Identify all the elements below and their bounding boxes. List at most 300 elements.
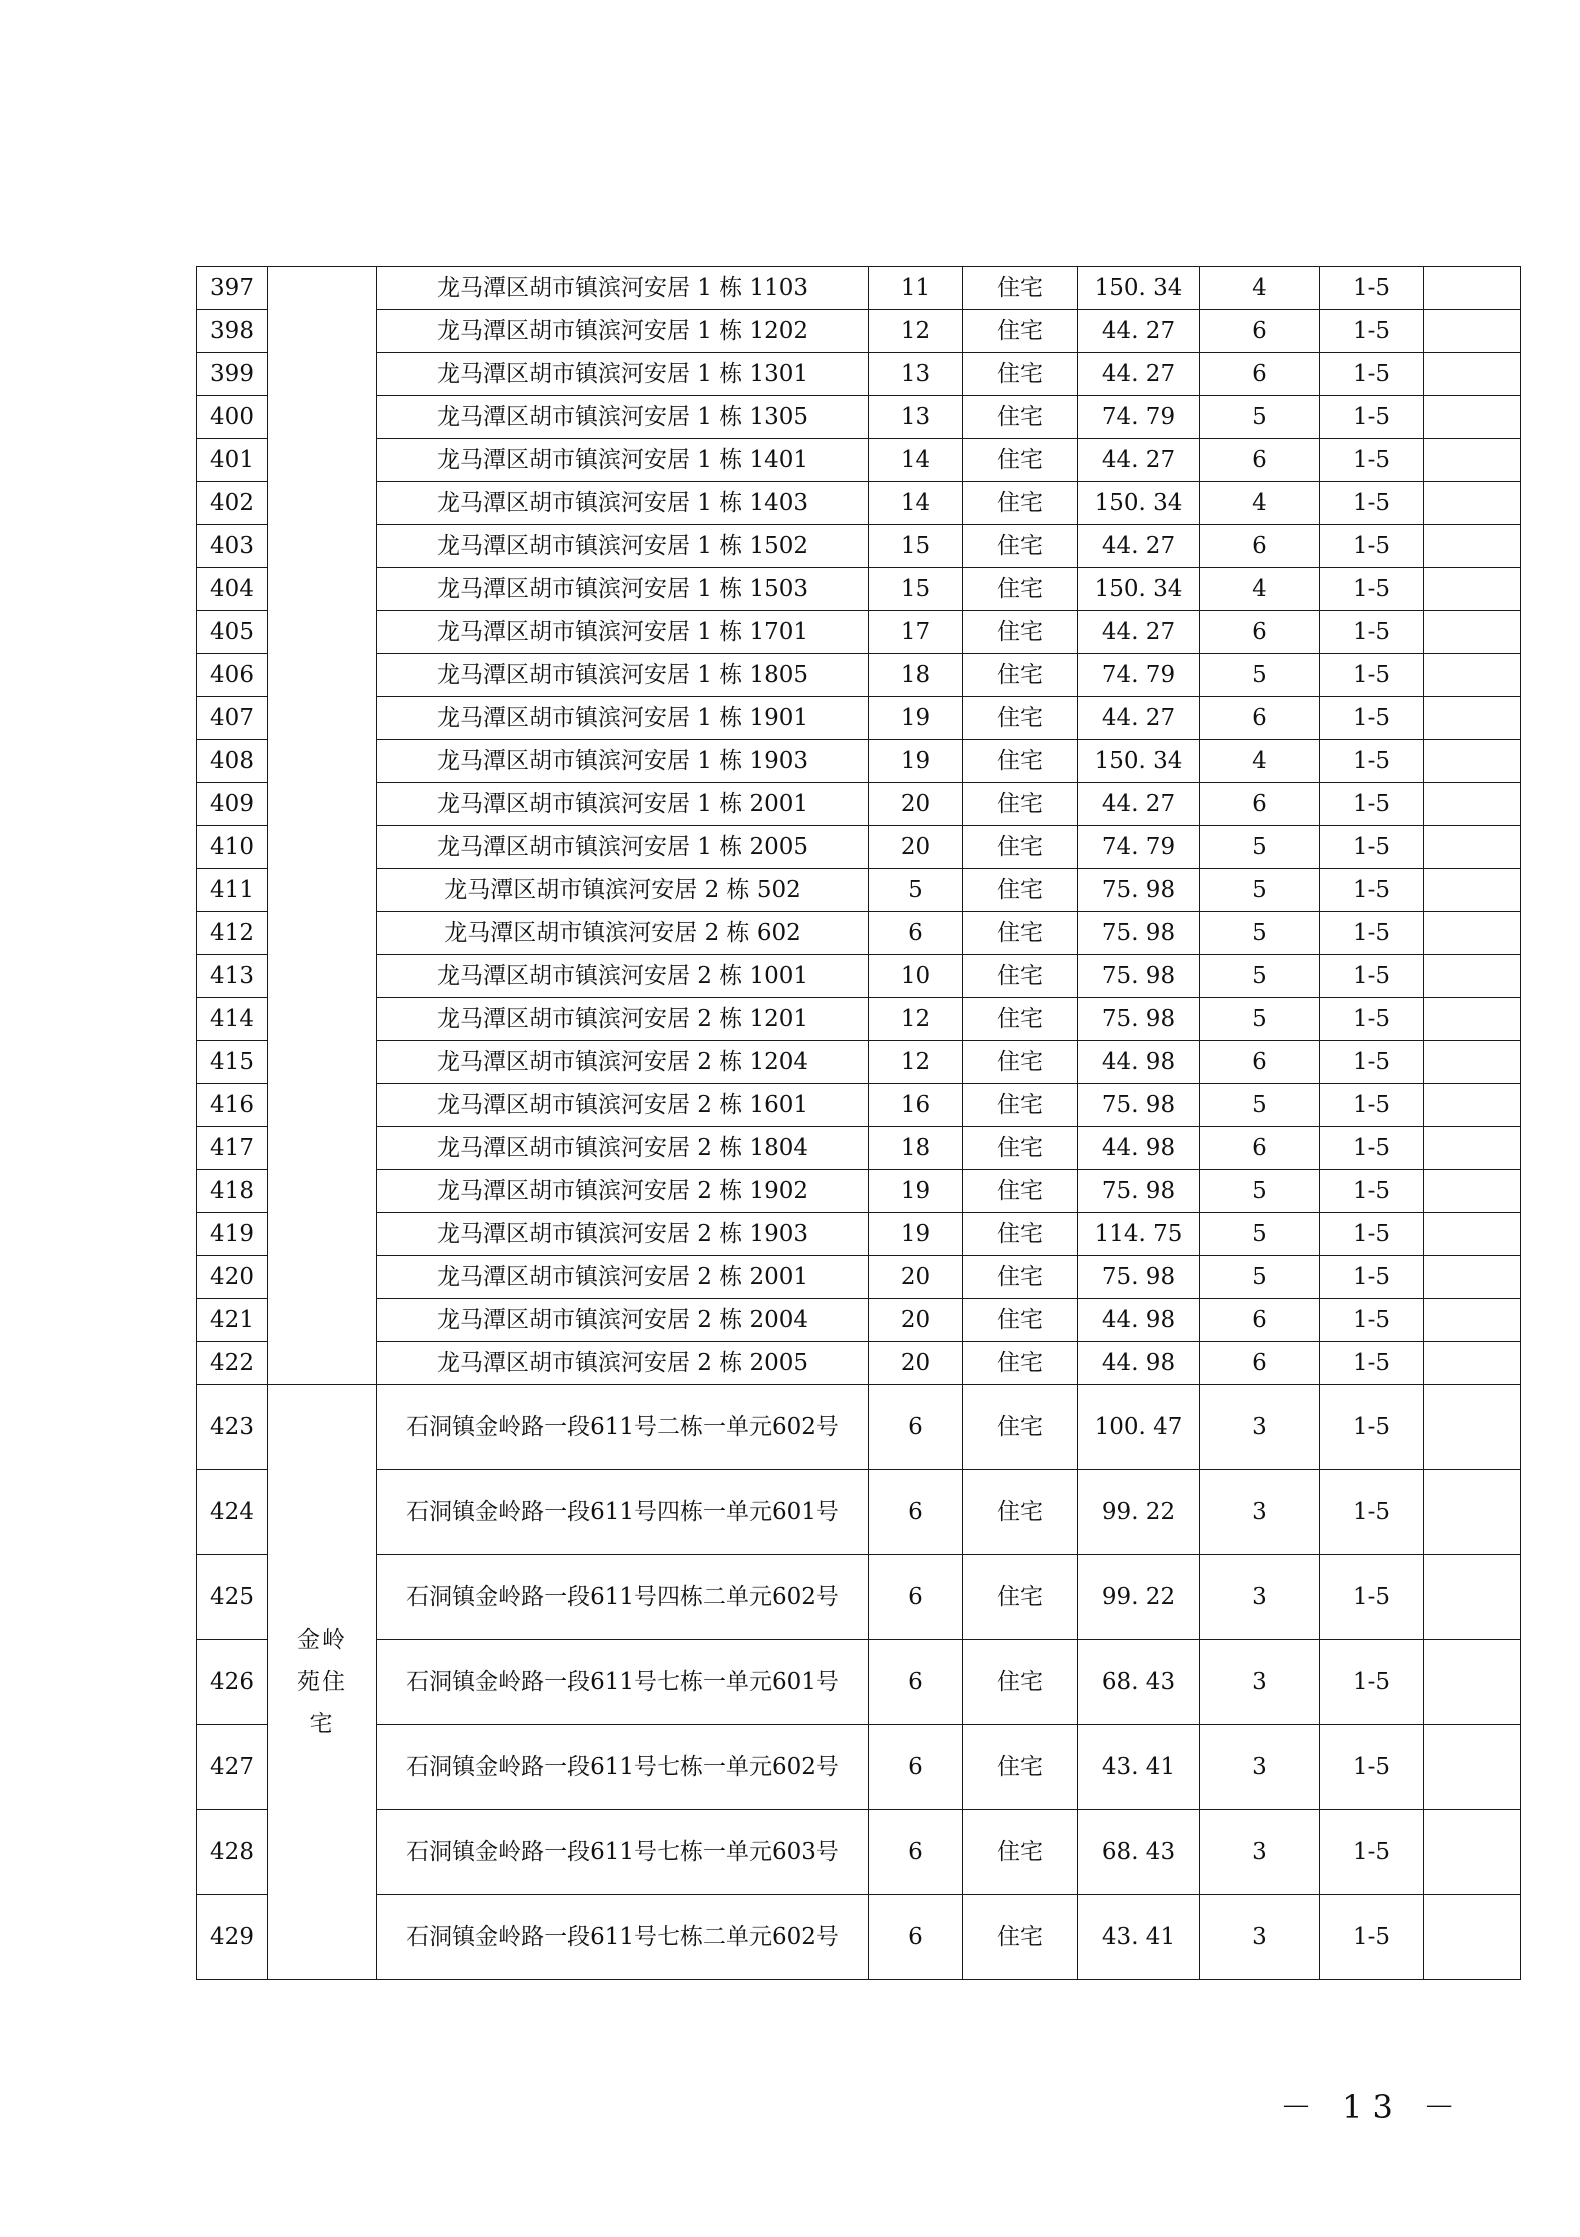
cell-note — [1424, 439, 1521, 482]
cell-grade: 5 — [1200, 654, 1320, 697]
cell-grade: 3 — [1200, 1725, 1320, 1810]
cell-range: 1-5 — [1320, 783, 1424, 826]
cell-floor: 12 — [869, 998, 963, 1041]
cell-floor: 6 — [869, 1725, 963, 1810]
cell-number: 419 — [197, 1213, 268, 1256]
cell-use: 住宅 — [963, 267, 1078, 310]
cell-grade: 5 — [1200, 912, 1320, 955]
cell-address: 龙马潭区胡市镇滨河安居 2 栋 602 — [377, 912, 869, 955]
cell-note — [1424, 267, 1521, 310]
cell-address: 龙马潭区胡市镇滨河安居 2 栋 1903 — [377, 1213, 869, 1256]
cell-floor: 6 — [869, 912, 963, 955]
page-number: － 13 － — [1280, 2088, 1466, 2126]
cell-use: 住宅 — [963, 1170, 1078, 1213]
cell-area: 75. 98 — [1078, 869, 1200, 912]
cell-use: 住宅 — [963, 869, 1078, 912]
table-row — [197, 869, 1521, 912]
cell-area: 100. 47 — [1078, 1385, 1200, 1470]
table-row — [197, 482, 1521, 525]
cell-address: 龙马潭区胡市镇滨河安居 2 栋 1201 — [377, 998, 869, 1041]
table-row — [197, 1470, 1521, 1555]
cell-floor: 15 — [869, 525, 963, 568]
cell-use: 住宅 — [963, 1342, 1078, 1385]
cell-number: 411 — [197, 869, 268, 912]
cell-floor: 14 — [869, 439, 963, 482]
cell-area: 74. 79 — [1078, 396, 1200, 439]
cell-use: 住宅 — [963, 697, 1078, 740]
cell-address: 龙马潭区胡市镇滨河安居 1 栋 1502 — [377, 525, 869, 568]
cell-range: 1-5 — [1320, 1213, 1424, 1256]
table-row — [197, 1342, 1521, 1385]
cell-grade: 6 — [1200, 1041, 1320, 1084]
cell-use: 住宅 — [963, 783, 1078, 826]
cell-range: 1-5 — [1320, 1895, 1424, 1980]
cell-area: 44. 98 — [1078, 1041, 1200, 1084]
cell-address: 石洞镇金岭路一段611号七栋二单元602号 — [377, 1895, 869, 1980]
cell-address: 龙马潭区胡市镇滨河安居 1 栋 2001 — [377, 783, 869, 826]
cell-number: 401 — [197, 439, 268, 482]
table-row — [197, 267, 1521, 310]
table-row — [197, 697, 1521, 740]
table-row — [197, 1084, 1521, 1127]
cell-grade: 5 — [1200, 826, 1320, 869]
cell-use: 住宅 — [963, 955, 1078, 998]
cell-number: 421 — [197, 1299, 268, 1342]
cell-floor: 20 — [869, 1342, 963, 1385]
table-row — [197, 912, 1521, 955]
cell-use: 住宅 — [963, 353, 1078, 396]
table-row — [197, 568, 1521, 611]
cell-range: 1-5 — [1320, 396, 1424, 439]
cell-use: 住宅 — [963, 1041, 1078, 1084]
table-row — [197, 826, 1521, 869]
cell-address: 龙马潭区胡市镇滨河安居 2 栋 1601 — [377, 1084, 869, 1127]
cell-number: 398 — [197, 310, 268, 353]
cell-range: 1-5 — [1320, 1084, 1424, 1127]
cell-grade: 4 — [1200, 568, 1320, 611]
cell-range: 1-5 — [1320, 525, 1424, 568]
cell-grade: 6 — [1200, 1299, 1320, 1342]
table-row — [197, 439, 1521, 482]
cell-grade: 3 — [1200, 1895, 1320, 1980]
cell-area: 74. 79 — [1078, 826, 1200, 869]
table-row — [197, 1213, 1521, 1256]
cell-number: 414 — [197, 998, 268, 1041]
cell-floor: 16 — [869, 1084, 963, 1127]
cell-grade: 5 — [1200, 1256, 1320, 1299]
cell-grade: 4 — [1200, 482, 1320, 525]
cell-range: 1-5 — [1320, 826, 1424, 869]
cell-area: 44. 98 — [1078, 1127, 1200, 1170]
cell-range: 1-5 — [1320, 353, 1424, 396]
cell-number: 428 — [197, 1810, 268, 1895]
cell-note — [1424, 783, 1521, 826]
table-row — [197, 1640, 1521, 1725]
cell-use: 住宅 — [963, 826, 1078, 869]
cell-range: 1-5 — [1320, 869, 1424, 912]
cell-floor: 18 — [869, 654, 963, 697]
cell-floor: 15 — [869, 568, 963, 611]
cell-floor: 10 — [869, 955, 963, 998]
cell-note — [1424, 1041, 1521, 1084]
cell-number: 415 — [197, 1041, 268, 1084]
cell-use: 住宅 — [963, 568, 1078, 611]
cell-floor: 14 — [869, 482, 963, 525]
cell-address: 龙马潭区胡市镇滨河安居 1 栋 1403 — [377, 482, 869, 525]
cell-use: 住宅 — [963, 1640, 1078, 1725]
cell-note — [1424, 568, 1521, 611]
cell-address: 石洞镇金岭路一段611号七栋一单元601号 — [377, 1640, 869, 1725]
cell-note — [1424, 525, 1521, 568]
cell-address: 龙马潭区胡市镇滨河安居 1 栋 1701 — [377, 611, 869, 654]
cell-floor: 20 — [869, 1299, 963, 1342]
cell-note — [1424, 1725, 1521, 1810]
cell-address: 龙马潭区胡市镇滨河安居 1 栋 1202 — [377, 310, 869, 353]
cell-use: 住宅 — [963, 482, 1078, 525]
cell-address: 龙马潭区胡市镇滨河安居 1 栋 2005 — [377, 826, 869, 869]
cell-range: 1-5 — [1320, 1299, 1424, 1342]
cell-note — [1424, 912, 1521, 955]
cell-range: 1-5 — [1320, 912, 1424, 955]
cell-area: 43. 41 — [1078, 1895, 1200, 1980]
cell-address: 石洞镇金岭路一段611号四栋二单元602号 — [377, 1555, 869, 1640]
cell-use: 住宅 — [963, 310, 1078, 353]
cell-area: 74. 79 — [1078, 654, 1200, 697]
cell-note — [1424, 1127, 1521, 1170]
cell-range: 1-5 — [1320, 611, 1424, 654]
cell-grade: 5 — [1200, 955, 1320, 998]
table-row — [197, 998, 1521, 1041]
cell-address: 龙马潭区胡市镇滨河安居 2 栋 1204 — [377, 1041, 869, 1084]
cell-use: 住宅 — [963, 998, 1078, 1041]
cell-area: 43. 41 — [1078, 1725, 1200, 1810]
cell-note — [1424, 740, 1521, 783]
cell-area: 75. 98 — [1078, 998, 1200, 1041]
table-row — [197, 396, 1521, 439]
cell-address: 石洞镇金岭路一段611号七栋一单元603号 — [377, 1810, 869, 1895]
cell-note — [1424, 1342, 1521, 1385]
cell-area: 44. 27 — [1078, 783, 1200, 826]
cell-range: 1-5 — [1320, 1256, 1424, 1299]
cell-range: 1-5 — [1320, 1170, 1424, 1213]
cell-note — [1424, 1470, 1521, 1555]
cell-area: 44. 27 — [1078, 697, 1200, 740]
cell-note — [1424, 1084, 1521, 1127]
cell-range: 1-5 — [1320, 1041, 1424, 1084]
group-label-cell — [268, 1385, 377, 1980]
cell-address: 石洞镇金岭路一段611号七栋一单元602号 — [377, 1725, 869, 1810]
table-row — [197, 1170, 1521, 1213]
cell-area: 44. 27 — [1078, 525, 1200, 568]
cell-grade: 6 — [1200, 697, 1320, 740]
cell-area: 44. 27 — [1078, 310, 1200, 353]
cell-range: 1-5 — [1320, 439, 1424, 482]
cell-floor: 20 — [869, 1256, 963, 1299]
table-row — [197, 525, 1521, 568]
cell-note — [1424, 826, 1521, 869]
cell-note — [1424, 1640, 1521, 1725]
cell-area: 75. 98 — [1078, 1256, 1200, 1299]
cell-use: 住宅 — [963, 1299, 1078, 1342]
cell-area: 75. 98 — [1078, 1084, 1200, 1127]
cell-number: 420 — [197, 1256, 268, 1299]
cell-number: 397 — [197, 267, 268, 310]
cell-note — [1424, 1299, 1521, 1342]
cell-grade: 5 — [1200, 869, 1320, 912]
cell-grade: 5 — [1200, 1170, 1320, 1213]
table-row — [197, 1895, 1521, 1980]
cell-use: 住宅 — [963, 912, 1078, 955]
cell-note — [1424, 353, 1521, 396]
cell-range: 1-5 — [1320, 1810, 1424, 1895]
cell-floor: 6 — [869, 1470, 963, 1555]
cell-use: 住宅 — [963, 439, 1078, 482]
cell-use: 住宅 — [963, 654, 1078, 697]
cell-range: 1-5 — [1320, 654, 1424, 697]
cell-number: 404 — [197, 568, 268, 611]
cell-number: 429 — [197, 1895, 268, 1980]
cell-use: 住宅 — [963, 740, 1078, 783]
cell-area: 44. 27 — [1078, 439, 1200, 482]
cell-use: 住宅 — [963, 1810, 1078, 1895]
table-row — [197, 1299, 1521, 1342]
cell-number: 406 — [197, 654, 268, 697]
cell-number: 412 — [197, 912, 268, 955]
cell-range: 1-5 — [1320, 568, 1424, 611]
cell-note — [1424, 396, 1521, 439]
cell-grade: 4 — [1200, 267, 1320, 310]
cell-grade: 3 — [1200, 1555, 1320, 1640]
cell-grade: 6 — [1200, 525, 1320, 568]
cell-use: 住宅 — [963, 525, 1078, 568]
table-row — [197, 1041, 1521, 1084]
table-row — [197, 740, 1521, 783]
cell-area: 99. 22 — [1078, 1470, 1200, 1555]
cell-number: 427 — [197, 1725, 268, 1810]
cell-address: 龙马潭区胡市镇滨河安居 1 栋 1901 — [377, 697, 869, 740]
table-body — [197, 267, 1521, 1980]
cell-floor: 17 — [869, 611, 963, 654]
cell-note — [1424, 310, 1521, 353]
cell-grade: 6 — [1200, 310, 1320, 353]
cell-use: 住宅 — [963, 1256, 1078, 1299]
cell-floor: 11 — [869, 267, 963, 310]
cell-area: 99. 22 — [1078, 1555, 1200, 1640]
table-row — [197, 353, 1521, 396]
cell-note — [1424, 1385, 1521, 1470]
cell-range: 1-5 — [1320, 310, 1424, 353]
cell-number: 417 — [197, 1127, 268, 1170]
cell-number: 402 — [197, 482, 268, 525]
cell-range: 1-5 — [1320, 697, 1424, 740]
cell-floor: 6 — [869, 1810, 963, 1895]
cell-floor: 19 — [869, 740, 963, 783]
cell-note — [1424, 1810, 1521, 1895]
cell-range: 1-5 — [1320, 1555, 1424, 1640]
cell-grade: 5 — [1200, 1213, 1320, 1256]
table-row — [197, 1385, 1521, 1470]
cell-area: 150. 34 — [1078, 568, 1200, 611]
cell-grade: 5 — [1200, 1084, 1320, 1127]
cell-area: 75. 98 — [1078, 912, 1200, 955]
cell-note — [1424, 998, 1521, 1041]
cell-address: 龙马潭区胡市镇滨河安居 1 栋 1301 — [377, 353, 869, 396]
cell-number: 408 — [197, 740, 268, 783]
cell-floor: 20 — [869, 826, 963, 869]
cell-address: 龙马潭区胡市镇滨河安居 1 栋 1103 — [377, 267, 869, 310]
cell-address: 龙马潭区胡市镇滨河安居 2 栋 2001 — [377, 1256, 869, 1299]
table-row — [197, 310, 1521, 353]
cell-use: 住宅 — [963, 1895, 1078, 1980]
cell-note — [1424, 654, 1521, 697]
cell-floor: 13 — [869, 353, 963, 396]
cell-grade: 3 — [1200, 1810, 1320, 1895]
cell-number: 400 — [197, 396, 268, 439]
cell-floor: 6 — [869, 1555, 963, 1640]
cell-area: 75. 98 — [1078, 1170, 1200, 1213]
cell-grade: 3 — [1200, 1470, 1320, 1555]
cell-note — [1424, 611, 1521, 654]
cell-floor: 13 — [869, 396, 963, 439]
cell-range: 1-5 — [1320, 1725, 1424, 1810]
cell-floor: 6 — [869, 1385, 963, 1470]
cell-note — [1424, 1895, 1521, 1980]
cell-use: 住宅 — [963, 1213, 1078, 1256]
cell-number: 423 — [197, 1385, 268, 1470]
cell-note — [1424, 1170, 1521, 1213]
cell-number: 424 — [197, 1470, 268, 1555]
cell-address: 龙马潭区胡市镇滨河安居 2 栋 1804 — [377, 1127, 869, 1170]
cell-number: 418 — [197, 1170, 268, 1213]
cell-range: 1-5 — [1320, 267, 1424, 310]
cell-grade: 5 — [1200, 998, 1320, 1041]
group-label-cell — [268, 267, 377, 1385]
cell-floor: 6 — [869, 1640, 963, 1725]
cell-use: 住宅 — [963, 1470, 1078, 1555]
cell-area: 68. 43 — [1078, 1640, 1200, 1725]
table-row — [197, 783, 1521, 826]
cell-floor: 19 — [869, 1213, 963, 1256]
cell-address: 龙马潭区胡市镇滨河安居 2 栋 502 — [377, 869, 869, 912]
cell-use: 住宅 — [963, 611, 1078, 654]
cell-address: 龙马潭区胡市镇滨河安居 1 栋 1305 — [377, 396, 869, 439]
cell-area: 150. 34 — [1078, 740, 1200, 783]
cell-area: 150. 34 — [1078, 482, 1200, 525]
cell-note — [1424, 1256, 1521, 1299]
cell-area: 44. 27 — [1078, 353, 1200, 396]
table-row — [197, 654, 1521, 697]
cell-number: 409 — [197, 783, 268, 826]
cell-grade: 6 — [1200, 611, 1320, 654]
cell-address: 龙马潭区胡市镇滨河安居 1 栋 1903 — [377, 740, 869, 783]
cell-range: 1-5 — [1320, 1342, 1424, 1385]
cell-grade: 6 — [1200, 353, 1320, 396]
table-row — [197, 1555, 1521, 1640]
cell-address: 龙马潭区胡市镇滨河安居 2 栋 2005 — [377, 1342, 869, 1385]
cell-floor: 19 — [869, 697, 963, 740]
cell-floor: 5 — [869, 869, 963, 912]
cell-use: 住宅 — [963, 1555, 1078, 1640]
cell-grade: 5 — [1200, 396, 1320, 439]
cell-address: 石洞镇金岭路一段611号二栋一单元602号 — [377, 1385, 869, 1470]
cell-use: 住宅 — [963, 396, 1078, 439]
cell-number: 407 — [197, 697, 268, 740]
cell-note — [1424, 1555, 1521, 1640]
cell-number: 405 — [197, 611, 268, 654]
table-row — [197, 1127, 1521, 1170]
cell-address: 龙马潭区胡市镇滨河安居 1 栋 1503 — [377, 568, 869, 611]
cell-range: 1-5 — [1320, 1385, 1424, 1470]
cell-range: 1-5 — [1320, 955, 1424, 998]
cell-address: 龙马潭区胡市镇滨河安居 2 栋 1001 — [377, 955, 869, 998]
cell-grade: 3 — [1200, 1640, 1320, 1725]
cell-number: 403 — [197, 525, 268, 568]
cell-grade: 6 — [1200, 1342, 1320, 1385]
cell-note — [1424, 697, 1521, 740]
cell-address: 龙马潭区胡市镇滨河安居 1 栋 1401 — [377, 439, 869, 482]
cell-floor: 18 — [869, 1127, 963, 1170]
cell-number: 422 — [197, 1342, 268, 1385]
cell-range: 1-5 — [1320, 998, 1424, 1041]
cell-note — [1424, 482, 1521, 525]
cell-grade: 6 — [1200, 783, 1320, 826]
cell-range: 1-5 — [1320, 740, 1424, 783]
cell-address: 龙马潭区胡市镇滨河安居 2 栋 2004 — [377, 1299, 869, 1342]
cell-note — [1424, 1213, 1521, 1256]
cell-range: 1-5 — [1320, 482, 1424, 525]
cell-grade: 4 — [1200, 740, 1320, 783]
cell-use: 住宅 — [963, 1725, 1078, 1810]
cell-area: 44. 27 — [1078, 611, 1200, 654]
cell-area: 68. 43 — [1078, 1810, 1200, 1895]
table-row — [197, 955, 1521, 998]
cell-area: 75. 98 — [1078, 955, 1200, 998]
cell-number: 425 — [197, 1555, 268, 1640]
cell-grade: 3 — [1200, 1385, 1320, 1470]
table-row — [197, 611, 1521, 654]
cell-area: 44. 98 — [1078, 1342, 1200, 1385]
group-label: 金岭苑住宅 — [297, 1627, 347, 1737]
cell-number: 413 — [197, 955, 268, 998]
cell-number: 399 — [197, 353, 268, 396]
cell-floor: 12 — [869, 310, 963, 353]
cell-floor: 19 — [869, 1170, 963, 1213]
cell-range: 1-5 — [1320, 1640, 1424, 1725]
cell-floor: 12 — [869, 1041, 963, 1084]
table-row — [197, 1256, 1521, 1299]
cell-address: 龙马潭区胡市镇滨河安居 2 栋 1902 — [377, 1170, 869, 1213]
cell-address: 龙马潭区胡市镇滨河安居 1 栋 1805 — [377, 654, 869, 697]
table-row — [197, 1725, 1521, 1810]
cell-number: 410 — [197, 826, 268, 869]
cell-number: 416 — [197, 1084, 268, 1127]
cell-grade: 6 — [1200, 439, 1320, 482]
property-table — [196, 266, 1521, 1980]
cell-use: 住宅 — [963, 1084, 1078, 1127]
cell-use: 住宅 — [963, 1127, 1078, 1170]
cell-floor: 20 — [869, 783, 963, 826]
cell-note — [1424, 869, 1521, 912]
cell-area: 44. 98 — [1078, 1299, 1200, 1342]
cell-note — [1424, 955, 1521, 998]
cell-number: 426 — [197, 1640, 268, 1725]
cell-address: 石洞镇金岭路一段611号四栋一单元601号 — [377, 1470, 869, 1555]
cell-area: 150. 34 — [1078, 267, 1200, 310]
cell-range: 1-5 — [1320, 1127, 1424, 1170]
cell-use: 住宅 — [963, 1385, 1078, 1470]
table-row — [197, 1810, 1521, 1895]
cell-range: 1-5 — [1320, 1470, 1424, 1555]
